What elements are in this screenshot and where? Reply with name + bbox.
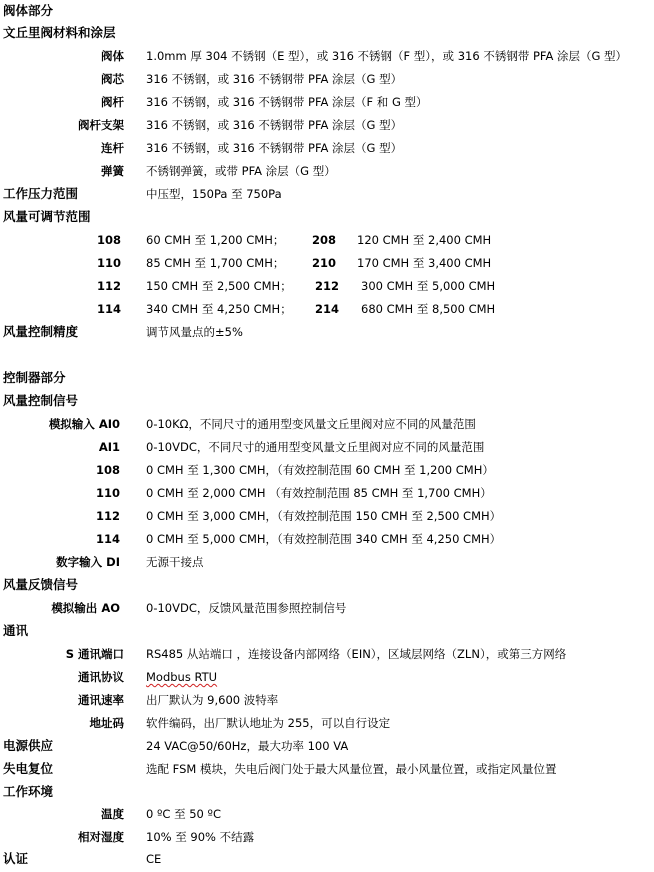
airflow-range: 85 CMH 至 1,700 CMH； [146, 256, 285, 270]
airflow-size: 208 [312, 233, 337, 247]
analog-input-ai0-row [0, 413, 654, 436]
power-label: 电源供应 [3, 738, 54, 753]
control-signal-title: 风量控制信号 [3, 393, 79, 408]
material-row [0, 91, 654, 114]
comm-port-value: RS485 从站端口 ，连接设备内部网络（EIN），区域层网络（ZLN），或第三方网络 [146, 647, 567, 661]
airflow-range: 340 CMH 至 4,250 CMH； [146, 302, 292, 316]
certification-label: 认证 [3, 851, 29, 866]
power-value: 24 VAC@50/60Hz，最大功率 100 VA [146, 739, 349, 753]
airflow-size: 212 [315, 279, 340, 293]
temperature-label: 温度 [101, 807, 124, 821]
environment-heading [0, 781, 654, 804]
airflow-range: 150 CMH 至 2,500 CMH； [146, 279, 292, 293]
certification-value: CE [146, 852, 162, 866]
humidity-value: 10% 至 90% 不结露 [146, 830, 255, 844]
analog-input-ai0-value: 0-10KΩ，不同尺寸的通用型变风量文丘里阀对应不同的风量范围 [146, 417, 476, 431]
humidity-row [0, 826, 654, 849]
reset-value: 选配 FSM 模块，失电后阀门处于最大风量位置，最小风量位置，或指定风量位置 [146, 762, 557, 776]
airflow-title: 风量可调节范围 [3, 209, 91, 224]
material-row [0, 45, 654, 68]
material-label: 阀杆支架 [78, 118, 124, 132]
material-value: 316 不锈钢，或 316 不锈钢带 PFA 涂层（G 型） [146, 72, 403, 86]
material-row [0, 160, 654, 183]
material-label: 阀体 [101, 49, 124, 63]
analog-output-row [0, 597, 654, 620]
airflow-range: 120 CMH 至 2,400 CMH [357, 233, 492, 247]
analog-output-label: 模拟输出 AO [51, 601, 120, 615]
airflow-range: 300 CMH 至 5,000 CMH [361, 279, 496, 293]
material-value: 不锈钢弹簧，或带 PFA 涂层（G 型） [146, 164, 336, 178]
airflow-row [0, 252, 654, 275]
accuracy-row [0, 321, 654, 344]
material-heading [0, 22, 654, 45]
airflow-range: 680 CMH 至 8,500 CMH [361, 302, 496, 316]
reset-label: 失电复位 [3, 761, 54, 776]
control-range-size: 108 [95, 463, 120, 477]
material-label: 阀芯 [101, 72, 124, 86]
baud-row [0, 689, 654, 712]
accuracy-label: 风量控制精度 [3, 324, 79, 339]
analog-input-ai0-label: 模拟输入 AI0 [48, 417, 120, 431]
temperature-value: 0 ºC 至 50 ºC [146, 807, 221, 821]
airflow-row [0, 298, 654, 321]
material-row [0, 68, 654, 91]
analog-input-ai1-row [0, 436, 654, 459]
airflow-row [0, 229, 654, 252]
analog-output-value: 0-10VDC，反馈风量范围参照控制信号 [146, 601, 347, 615]
control-range-size: 114 [95, 532, 120, 546]
material-title: 文丘里阀材料和涂层 [3, 25, 116, 40]
comm-port-label: S 通讯端口 [65, 647, 124, 661]
address-label: 地址码 [89, 716, 124, 730]
control-range-value: 0 CMH 至 1,300 CMH，（有效控制范围 60 CMH 至 1,200 CMH） [146, 463, 494, 477]
control-range-row [0, 459, 654, 482]
control-range-row [0, 505, 654, 528]
environment-title: 工作环境 [3, 784, 54, 799]
valve-section-heading [0, 0, 654, 23]
reset-row [0, 758, 654, 781]
airflow-size: 110 [97, 256, 122, 270]
material-label: 弹簧 [101, 164, 124, 178]
protocol-row [0, 666, 654, 689]
material-value: 316 不锈钢，或 316 不锈钢带 PFA 涂层（F 和 G 型） [146, 95, 428, 109]
airflow-range: 170 CMH 至 3,400 CMH [357, 256, 492, 270]
airflow-row [0, 275, 654, 298]
accuracy-value: 调节风量点的±5% [146, 325, 243, 339]
material-value: 1.0mm 厚 304 不锈钢（E 型），或 316 不锈钢（F 型），或 316 不锈钢带 PFA 涂层（G 型） [146, 49, 628, 63]
baud-value: 出厂默认为 9,600 波特率 [146, 693, 279, 707]
comm-heading [0, 620, 654, 643]
comm-title: 通讯 [3, 623, 29, 638]
material-value: 316 不锈钢，或 316 不锈钢带 PFA 涂层（G 型） [146, 141, 403, 155]
control-range-value: 0 CMH 至 2,000 CMH （有效控制范围 85 CMH 至 1,700 CMH） [146, 486, 492, 500]
control-range-value: 0 CMH 至 5,000 CMH，（有效控制范围 340 CMH 至 4,250 CMH） [146, 532, 502, 546]
material-row [0, 137, 654, 160]
airflow-heading [0, 206, 654, 229]
digital-input-row [0, 551, 654, 574]
airflow-size: 114 [97, 302, 122, 316]
address-row [0, 712, 654, 735]
material-label: 阀杆 [101, 95, 124, 109]
control-signal-heading [0, 390, 654, 413]
pressure-label: 工作压力范围 [3, 186, 79, 201]
protocol-label: 通讯协议 [78, 670, 124, 684]
material-row [0, 114, 654, 137]
analog-input-ai1-value: 0-10VDC，不同尺寸的通用型变风量文丘里阀对应不同的风量范围 [146, 440, 485, 454]
valve-section-title: 阀体部分 [3, 3, 54, 18]
airflow-size: 112 [97, 279, 122, 293]
control-range-value: 0 CMH 至 3,000 CMH，（有效控制范围 150 CMH 至 2,500 CMH） [146, 509, 502, 523]
comm-port-row [0, 643, 654, 666]
power-row [0, 735, 654, 758]
feedback-heading [0, 574, 654, 597]
digital-input-value: 无源干接点 [146, 555, 204, 569]
temperature-row [0, 803, 654, 826]
material-label: 连杆 [101, 141, 124, 155]
feedback-title: 风量反馈信号 [3, 577, 79, 592]
controller-section-heading [0, 367, 654, 390]
certification-row [0, 848, 654, 871]
airflow-size: 108 [97, 233, 122, 247]
baud-label: 通讯速率 [78, 693, 124, 707]
pressure-row [0, 183, 654, 206]
airflow-range: 60 CMH 至 1,200 CMH； [146, 233, 285, 247]
digital-input-label: 数字输入 DI [56, 555, 120, 569]
controller-section-title: 控制器部分 [3, 370, 66, 385]
control-range-row [0, 482, 654, 505]
protocol-value: Modbus RTU [146, 670, 218, 684]
address-value: 软件编码，出厂默认地址为 255，可以自行设定 [146, 716, 391, 730]
airflow-size: 210 [312, 256, 337, 270]
humidity-label: 相对湿度 [78, 830, 124, 844]
control-range-row [0, 528, 654, 551]
pressure-value: 中压型，150Pa 至 750Pa [146, 187, 282, 201]
control-range-size: 110 [95, 486, 120, 500]
analog-input-ai1-label: AI1 [98, 440, 120, 454]
control-range-size: 112 [95, 509, 120, 523]
airflow-size: 214 [315, 302, 340, 316]
material-value: 316 不锈钢，或 316 不锈钢带 PFA 涂层（G 型） [146, 118, 403, 132]
